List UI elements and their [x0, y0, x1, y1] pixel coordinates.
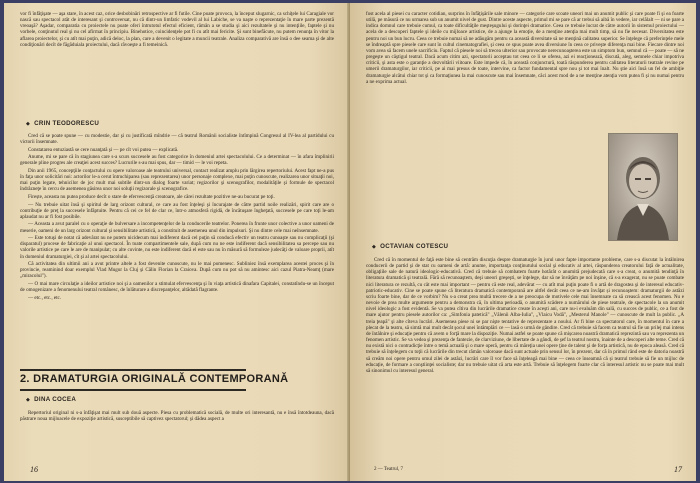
- paragraph: Constatarea entuziastă se cere nuanţată şi — pe cît voi putea — explicată.: [28, 146, 179, 153]
- intro-paragraph: vor fi înfăţişate — aşa stare, în acest caz, orice desbobinări retrospective ar fi futile. Cine poate provoca, la început slugarnic, ca schiţele lui Caragiale vor nască sau spectacol atât de interesant şi controversat, nu că dintr-un limfatic vodevil al lui Labiche, se va naşte o reprezentaţie în mare parte prezentă vreoaşă? Aşadar, comparatia cu proiectele nu poate oferi întrutotul efectul eficient, rămân a se studia şi aici rezultatele şi nu intenţiile, faptele şi nu vorbele, conţinutul real şi nu cel afirmat în principiu. Binehotice, coincidenţele pot fi cu atît mai fericite. Şi sunt binefăcute, nu putem renunţa în vitor la aflarea proiectelor, şi cu atît mai puţin, adică deloc, la plan, care a devenit o legitate a muncii teatrale. Analiza comparativă are însă o dee seama şi de alte condiţionări decît de făgăduiala proiectului, dacă răvoeşte a fi temeinică.: [20, 11, 334, 48]
- portrait-image: [609, 134, 677, 240]
- section-rule: [20, 389, 246, 391]
- footer-note: 2 — Teatrul, 7: [374, 467, 403, 472]
- page-number-left: 16: [30, 465, 38, 474]
- paragraph: fost acela al piesei cu caracter cotidian, surprins în înfăţişările sale minore — categorie care scoate uneori mai un anumit public şi care poate fi şi ea foarte utilă, pe măsură ce nu urmarea sub un anumit nivel de gust. Dintre aceste aspecte, primul mi se pare că ar trebui să aibă în vedere, iar celălalt — ni se pare a indica domnul care trebuie cumul, ca toate dificultăţile meşteşugului şi dorinţei dramatice. Ceea ce trebuie lucrat de către autorii în sistemul proiectului — acela de a descoperi faptele şi ideile cu mijloace artistice, de a ajunge la emoţie, de a menţine atenţia mai mult timp, să nu fie necesar. Diversitatea este pentru noi un bun lucru. Ceea ce trebuie numai să ne adăugăm pentru ca această diversitate să ne menţină calitatea superior. Se înţelege că preferinţele mele se îndreaptă spre piesele care sunt în cultul cinematografiei, şi ceea ce spus poate avea diversiune în ceea ce priveşte diferenţa mai bine. Fiecare dintre noi vom avea să facem unele sacrificiu. Faptul că piesele noi să trecea ulterior sau provocate nerecunoaşterea este un simptom bun, semnul că — poate — să ne pregeşte un câştigul teatral. Dacă acum citim azi, spectatorii acceptau tot ceea ce li se oferea, azi ei reacţionează, discută, aleg, semnele chiar impotriva criticii, şi asta este o garanţie a dezvoltării viitoare. Este impede că, în această conjunctură, toată răspunderea pentru calitatea literaturii teatrale revine pe umerii dramaturgilor, iar criticii, pe ai mai presus de toate, intervine, ca factor fundamental spre nou şi tot mai înalt. Nu ştie aici însă un fel de ambiţie dramaturgie alcătui chiar tot şi ca formaţiunea la mai cunoscute sau mai însemnate, căci acest mod de a ne menţine atenţia vom putea fi şi nu numai pentru a ne exprima actual.: [366, 11, 684, 85]
- right-top-text: [366, 11, 684, 86]
- paragraph: Că activitatea din ultimii ani a avut printre altele a fost devenite cunoscute, nu le mai pomenesc. Subliniez însă exemplarea acestei proces şi în provincie, reaminind doar exemplul Vlad Mugur la Cluj şi Călin Florian la Craiova. După cum nu pot să nu amintesc aici cazul Piatra-Neamţ (mare „miracolul").: [20, 261, 334, 280]
- page-number-right: 17: [674, 465, 682, 474]
- diamond-icon: ◆: [26, 397, 31, 403]
- author-heading-cocea: ◆ DINA COCEA: [26, 396, 77, 403]
- section-title: 2. DRAMATURGIA ORIGINALĂ CONTEMPORANĂ: [20, 373, 289, 385]
- paragraph: Anume, mi se pare că în stagiunea care s-a scurs succesele au fost categorice în domeniul artei spectacolului. Ce a determinat — în afara împlinirii generale pline progres ale creaţiei acest succes? Lucrurile s-au mai spus, dar — timid — le voi repeta.: [20, 154, 334, 167]
- paragraph: Cred că se poate spune — cu modestie, dar şi cu justificată mîndrie — că teatrul Românii socialiste întîmpină Congresul al IV-lea al partidului cu victorii însemnate.: [20, 133, 334, 146]
- left-intro: [20, 11, 334, 49]
- paragraph: — O mai mare circulaţie a ideilor artistice noi şi a oamenilor a stimulat efervescenţa şi în viaţa artistică dinafara Capitalei, constatîndu-se un început de omogenizare a fenomenului teatral românesc, de înlăturare a discrepanţelor, altădată flagrante.: [20, 280, 334, 294]
- cocea-text: [20, 410, 334, 424]
- author-portrait-photo: [608, 133, 678, 241]
- right-page: [350, 3, 696, 481]
- left-page: [4, 3, 350, 481]
- cotescu-text: [366, 257, 684, 375]
- paragraph: — Aceasta a avut paralel cu o operaţie de bulversare a incompetenţelor de la conducerile teatrelor. Ponerea în frunte unor colective a unor oameni de meserie, oameni de un larg orizont cultural şi sensibilitate artistică, a constituit de asemenea unul din impulsuri. Şi nu dintre cele mai neînsemnate.: [20, 221, 334, 234]
- paragraph: Repertoriul original ni s-a înfăţişat mai mult sub două aspecte. Piesa cu problematică socială, de multe ori interesantă, nu e însă întotdeauna, dacă păstrare noua mijloacele de expoziţie artistică, susceptibile să captivez spectatorul; şi dădea aspect a: [20, 410, 334, 423]
- diamond-icon: ◆: [372, 244, 377, 250]
- diamond-icon: ◆: [26, 121, 31, 127]
- paragraph: — etc., etc., etc.: [28, 294, 62, 301]
- book-spread: [4, 3, 696, 481]
- author-heading-teodorescu: ◆ CRIN TEODORESCU: [26, 120, 100, 127]
- section-rule: [20, 369, 246, 371]
- teodorescu-text: [20, 133, 334, 302]
- paragraph: Cred că în momentul de faţă este bine să centrăm discuţia despre dramaturgie în jurul unor fapte importante probleme, care s-a discutat la întâlnirea conducerii de partid şi de stat cu oameni de artă: anume, importanţa conţinutului social şi educativ al artei, răspunderea creatorului faţă de actualitate, obligaţiile sale de natură ideologic-educativă. Cred că trebuie să combatem foarte hotărât o anumită prejudecată care s-a creat, o anumită tendinţă în literatura dramatică şi teatrală. Fără să recunoaştem, deşi uneori greşeşti, se înţelege, dar să ne învăţăm pe noi înşine, că s-a exagerat, nu se poate combate nici literatura ce rezultă, cu cât este mai important — pentru că este real, adevărat — cu atît mai puţin poate fi o artă de dragostea şi de interesul educativ-patriotic-educativ. Cine se poate spune că literatura dramatică contemporană are altfel decât ceea ce ne-am învăţat și recunoaştem: dramaturgii de astăzi scriu foarte bine, dar de ce vorbim? Nu s-a creat prea multă trecere de a ne preocupa de motivele cele mai însemnate ca să crească acest fenomen. Nu e nevoie de prea multe argumente pentru a demonstra că, în ultima perioadă, o anumită scădere a numărului de piese teatrale, de spectacole la un anumit nivel ideologic a fost evidentă. Se va putea cîtiva din lucrările dramatice create în acești ani, care nu-i evaluăm din sală, cu succes de public, ce a fost de mare ajutor pentru piesele autorilor ca: „Simfonia patetică" „Vâlenii Alba-Iulia", „Vlaicu Vodă", „Mesterul Manole" — cunoscute de mult la public. „A treia ţeapă" şi alte cîteva lucrări. Asemenea piese ni se par nişte tentative de reprezentare a noului. Ar fi bine ca spectatorul care, în momentul în care a plecat de la teatru, să simtă mai mult decât şocul unei întâmplări ce — lasă o urmă de gândire. Cred că trebuie să facem ca teatrul să fie un prilej mai intens de întâlnire şi educaţie pentru că avem o forţă mare la dispoziţie. Numai astfel se poate spune că mișcarea noastră dramatică reprezintă sau va reprezenta un fenomen artistic. Se va vedea şi prezenţa de fantezie, de clarviziune, de libertate de a gândi, de şef la teatrul nostru, înainte de a descoperi alte teme. Cred că nu există nici o contradicţie între o temă actuală şi o mare operă, pentru că măreţia unei opere ţine de talent şi de forţa artistică, nu de epoca aleasă. Cred că trebuie să înţelegem cu toţii că lucrările din trecut rămân valoroase dacă sunt actuale prin sensul lor, în prezent, dar că în primul rând este de datoria noastră să creăm noi opere pentru omul zilei de astăzi, lucrări care îl vor face să înţeleagă mai bine — ceea ce înseamnă că și teatrul trebuie să fie un mijloc de educaţie, de formare a conştiinţei socialiste; dar nu trebuie uitat că arta este artă. Trebuie să înţelegem foarte clar că interesul artistic nu se poate mai mult să sinonimul cu interesul general.: [366, 257, 684, 374]
- paragraph: Din anii 1965, concepţiile conţactului cu opere valoroase ale teatrului universal, contact realizat amplu prin lărgirea repertoriului. Acest fapt ne-a pus în faţa unor solicitări noi: actorilor le-a cerut întruchiparea (sau reprezentarea) unor personaje complexe, mai puţin cunoscute, realizarea unor situaţii noi, mai puţin legate, tehnicilor de joc mult mai subtile dintr-un dialog foarte variat; regizorilor şi scenografilor, modalităţile şi formule de spectacol îndrăzneţe în cercu de asemenea găsirea unor noi soluţii regizorale şi scenografice.: [20, 167, 334, 193]
- paragraph: — Este totuşi de notat că adevărat nu ne putem nicidecum mai indiferent dacă cel puţin să conducă efectiv un teatru cunoaşte sau nu complicaţii (şi disparatul) procese de fabricaţie al unui spectacol. În toate compartimentele sale, după cum nu ne este indiferent dacă sensibilitatea sa percepe sau nu valorile artistice pe care le are de manipulat; cu alte cuvinte, nu este indiferent dacă el este sau nu în măsură să formuleze judecăţi de valoare proprii, atît în domeniul dramaturgiei, cît şi al artei spectacolului.: [20, 235, 334, 260]
- paragraph: — Nu trebuie uitat însă şi spiritul de larg orizont cultural, ce care au fost înţeleşi şi încurajate de către partid noile realizări, spirit care are o contribuţie de preţ la succesele înfăptuite. Pentru că cei ce fel de clar ce, într-o atmosferă rigidă, de încătuşare îngheţată, succesele pe care toţi le-am aplaudat nu ar fi fost posibile.: [20, 201, 334, 220]
- paragraph: Firește, aceasta nu putea produce decît o stare de efervescenţă creatoare, ale cărei rezultate pozitive ne-au bucurat pe toţi.: [28, 193, 275, 200]
- author-heading-cotescu: ◆ OCTAVIAN COTESCU: [372, 243, 449, 250]
